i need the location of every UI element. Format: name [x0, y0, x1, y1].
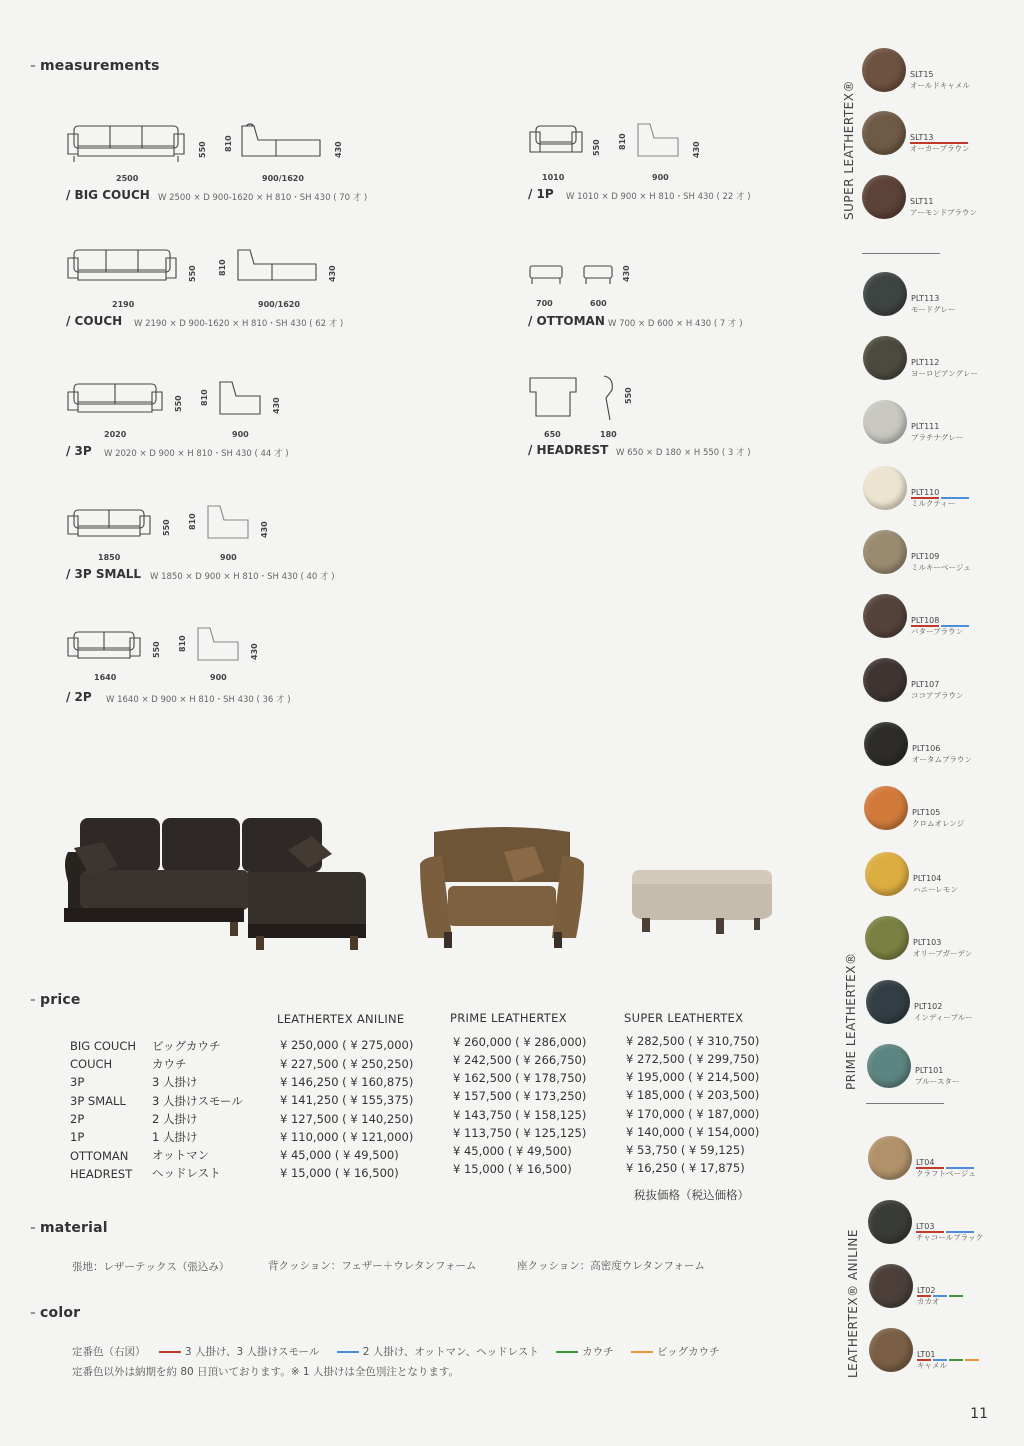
swatch-circle — [863, 400, 907, 444]
swatch-name: モードグレー — [911, 305, 956, 314]
price-row-jp: ビッグカウチ — [152, 1039, 221, 1053]
price-cell: ¥ 140,000 ( ¥ 154,000) — [626, 1125, 760, 1139]
color-note: 定番色以外は納期を約 80 日頂いております。※ 1 人掛けは全色別注となります。 — [72, 1366, 460, 1378]
swatch-circle — [862, 175, 906, 219]
swatch-circle — [863, 272, 907, 316]
color-legend-prefix: 定番色（右図） — [72, 1346, 146, 1358]
swatch-circle — [862, 48, 906, 92]
price-header-prime: PRIME LEATHERTEX — [450, 1011, 567, 1025]
price-row-label: HEADREST — [70, 1167, 133, 1181]
headrest-side-drawing — [598, 374, 618, 422]
swatch-group-aniline-label: LEATHERTEX® ANILINE — [846, 1229, 860, 1378]
2p-name: / 2P — [66, 690, 92, 704]
2p-side-drawing — [196, 626, 242, 666]
swatch-availability-marks — [911, 612, 971, 614]
swatch-circle — [863, 594, 907, 638]
price-cell: ¥ 282,500 ( ¥ 310,750) — [626, 1034, 760, 1048]
swatch-mark — [911, 497, 939, 499]
swatch-mark — [933, 1359, 947, 1361]
3p-small-height: 810 — [188, 513, 197, 530]
2p-depth: 900 — [210, 673, 227, 682]
price-row-label: OTTOMAN — [70, 1149, 129, 1163]
3p-name: / 3P — [66, 444, 92, 458]
section-heading-measurements: - measurements — [30, 58, 160, 74]
material-seat-cushion: 座クッション：高密度ウレタンフォーム — [517, 1260, 705, 1272]
section-heading-price: - price — [30, 992, 81, 1008]
3p-small-side-drawing — [206, 504, 252, 544]
swatch-mark — [946, 1167, 974, 1169]
big-couch-depth: 900/1620 — [262, 174, 304, 183]
price-row-jp: カウチ — [152, 1057, 187, 1071]
swatch-circle — [869, 1264, 913, 1308]
swatch-name: カカオ — [917, 1297, 940, 1306]
swatch-name: クロムオレンジ — [912, 819, 965, 828]
swatch-mark — [911, 625, 939, 627]
price-row-label: BIG COUCH — [70, 1039, 137, 1053]
headrest-height: 550 — [624, 387, 633, 404]
headrest-spec: W 650 × D 180 × H 550 ( 3 才 ) — [616, 448, 751, 458]
couch-front-drawing — [66, 244, 178, 289]
1p-name: / 1P — [528, 187, 554, 201]
swatch-code: PLT113 — [911, 294, 940, 303]
price-row-jp: 3 人掛け — [152, 1075, 198, 1089]
price-cell: ¥ 127,500 ( ¥ 140,250) — [280, 1112, 414, 1126]
swatch-circle — [864, 722, 908, 766]
price-header-aniline: LEATHERTEX ANILINE — [277, 1012, 405, 1026]
swatch-code: PLT109 — [911, 552, 940, 561]
2p-arm-height: 550 — [152, 641, 161, 658]
swatch-name: ヨーロピアングレー — [911, 369, 979, 378]
swatch-mark — [917, 1359, 931, 1361]
3p-arm-height: 550 — [174, 395, 183, 412]
swatch-circle — [863, 336, 907, 380]
material-fabric: 張地：レザーテックス（張込み） — [72, 1261, 230, 1273]
3p-small-front-drawing — [66, 506, 152, 544]
couch-height: 810 — [218, 259, 227, 276]
swatch-circle — [867, 1044, 911, 1088]
swatch-mark — [949, 1359, 963, 1361]
swatch-code: SLT13 — [910, 133, 934, 142]
swatch-availability-marks — [916, 1218, 976, 1220]
swatch-code: PLT110 — [911, 488, 940, 497]
ottoman-depth: 600 — [590, 299, 607, 308]
price-cell: ¥ 170,000 ( ¥ 187,000) — [626, 1107, 760, 1121]
swatch-code: PLT102 — [914, 1002, 943, 1011]
couch-seat-height: 430 — [328, 265, 337, 282]
swatch-code: LT02 — [917, 1286, 936, 1295]
swatch-mark — [933, 1295, 947, 1297]
big-couch-spec: W 2500 × D 900-1620 × H 810・SH 430 ( 70 才 ) — [158, 193, 368, 203]
price-row-label: 3P SMALL — [70, 1094, 126, 1108]
swatch-circle — [866, 980, 910, 1024]
price-row-label: COUCH — [70, 1057, 113, 1071]
swatch-circle — [862, 111, 906, 155]
swatch-circle — [868, 1200, 912, 1244]
ottoman-side-drawing — [582, 264, 614, 288]
3p-small-spec: W 1850 × D 900 × H 810・SH 430 ( 40 才 ) — [150, 572, 335, 582]
price-cell: ¥ 15,000 ( ¥ 16,500) — [280, 1166, 399, 1180]
price-cell: ¥ 195,000 ( ¥ 214,500) — [626, 1070, 760, 1084]
swatch-availability-marks — [916, 1154, 976, 1156]
big-couch-front-drawing — [66, 120, 186, 165]
price-cell: ¥ 141,250 ( ¥ 155,375) — [280, 1093, 414, 1107]
swatch-name: クラフトベージュ — [916, 1169, 976, 1178]
2p-seat-height: 430 — [250, 643, 259, 660]
swatch-name: ココアブラウン — [911, 691, 964, 700]
swatch-code: SLT11 — [910, 197, 934, 206]
1p-front-drawing — [528, 122, 584, 162]
swatch-availability-marks — [917, 1346, 981, 1348]
swatch-code: PLT106 — [912, 744, 941, 753]
legend-label: カウチ — [582, 1346, 614, 1358]
section-heading-color: - color — [30, 1305, 81, 1321]
1p-height: 810 — [618, 133, 627, 150]
material-back-cushion: 背クッション：フェザー＋ウレタンフォーム — [268, 1260, 477, 1272]
section-heading-material: - material — [30, 1220, 108, 1236]
price-header-super: SUPER LEATHERTEX — [624, 1011, 744, 1025]
swatch-code: PLT107 — [911, 680, 940, 689]
price-cell: ¥ 250,000 ( ¥ 275,000) — [280, 1038, 414, 1052]
swatch-name: オーカーブラウン — [910, 144, 970, 153]
1p-seat-height: 430 — [692, 141, 701, 158]
swatch-mark — [917, 1295, 931, 1297]
price-row-label: 3P — [70, 1075, 85, 1089]
legend-line-red — [159, 1351, 181, 1353]
headrest-width: 650 — [544, 430, 561, 439]
swatch-mark — [941, 625, 969, 627]
swatch-circle — [869, 1328, 913, 1372]
price-cell: ¥ 53,750 ( ¥ 59,125) — [626, 1143, 745, 1157]
swatch-name: キャメル — [917, 1361, 947, 1370]
3p-side-drawing — [218, 380, 264, 420]
swatch-separator — [862, 253, 940, 254]
swatch-mark — [910, 142, 968, 144]
headrest-front-drawing — [528, 376, 578, 420]
legend-label: ビッグカウチ — [657, 1346, 720, 1358]
price-cell: ¥ 227,500 ( ¥ 250,250) — [280, 1057, 414, 1071]
swatch-name: オールドキャメル — [910, 81, 970, 90]
swatch-code: LT04 — [916, 1158, 935, 1167]
swatch-code: PLT104 — [913, 874, 942, 883]
swatch-mark — [916, 1231, 944, 1233]
swatch-group-super-label: SUPER LEATHERTEX® — [842, 80, 856, 220]
price-cell: ¥ 185,000 ( ¥ 203,500) — [626, 1088, 760, 1102]
couch-width: 2190 — [112, 300, 135, 309]
price-cell: ¥ 162,500 ( ¥ 178,750) — [453, 1071, 587, 1085]
3p-small-width: 1850 — [98, 553, 121, 562]
swatch-availability-marks — [911, 484, 971, 486]
price-cell: ¥ 110,000 ( ¥ 121,000) — [280, 1130, 414, 1144]
price-row-jp: ヘッドレスト — [152, 1166, 221, 1180]
headrest-name: / HEADREST — [528, 443, 609, 457]
price-row-label: 2P — [70, 1112, 85, 1126]
swatch-code: PLT105 — [912, 808, 941, 817]
swatch-code: PLT103 — [913, 938, 942, 947]
price-row-label: 1P — [70, 1130, 85, 1144]
couch-name: / COUCH — [66, 314, 123, 328]
big-couch-width: 2500 — [116, 174, 139, 183]
price-cell: ¥ 45,000 ( ¥ 49,500) — [280, 1148, 399, 1162]
legend-line-blue — [337, 1351, 359, 1353]
2p-width: 1640 — [94, 673, 117, 682]
swatch-name: オータムブラウン — [912, 755, 972, 764]
price-tax-note: 税抜価格（税込価格） — [634, 1188, 749, 1202]
ottoman-height: 430 — [622, 265, 631, 282]
1p-width: 1010 — [542, 173, 565, 182]
price-cell: ¥ 242,500 ( ¥ 266,750) — [453, 1053, 587, 1067]
swatch-code: PLT111 — [911, 422, 940, 431]
swatch-mark — [949, 1295, 963, 1297]
price-row-jp: 2 人掛け — [152, 1112, 198, 1126]
price-cell: ¥ 45,000 ( ¥ 49,500) — [453, 1144, 572, 1158]
armchair-photo — [418, 824, 586, 952]
3p-width: 2020 — [104, 430, 127, 439]
price-row-jp: オットマン — [152, 1148, 210, 1162]
swatch-code: LT03 — [916, 1222, 935, 1231]
legend-line-green — [556, 1351, 578, 1353]
swatch-name: プラチナグレー — [911, 433, 964, 442]
big-couch-seat-height: 430 — [334, 141, 343, 158]
ottoman-width: 700 — [536, 299, 553, 308]
swatch-circle — [863, 466, 907, 510]
price-cell: ¥ 260,000 ( ¥ 286,000) — [453, 1035, 587, 1049]
swatch-circle — [864, 786, 908, 830]
price-cell: ¥ 157,500 ( ¥ 173,250) — [453, 1089, 587, 1103]
legend-line-orange — [631, 1351, 653, 1353]
big-couch-side-drawing — [240, 122, 324, 162]
2p-height: 810 — [178, 635, 187, 652]
swatch-circle — [865, 852, 909, 896]
swatch-name: インディーブルー — [914, 1013, 973, 1022]
3p-small-depth: 900 — [220, 553, 237, 562]
3p-seat-height: 430 — [272, 397, 281, 414]
swatch-name: バターブラウン — [911, 627, 964, 636]
swatch-name: ハニーレモン — [913, 885, 958, 894]
swatch-mark — [946, 1231, 974, 1233]
3p-small-arm-height: 550 — [162, 519, 171, 536]
ottoman-name: / OTTOMAN — [528, 314, 605, 328]
price-cell: ¥ 15,000 ( ¥ 16,500) — [453, 1162, 572, 1176]
swatch-code: PLT112 — [911, 358, 940, 367]
swatch-mark — [941, 497, 969, 499]
3p-small-seat-height: 430 — [260, 521, 269, 538]
couch-arm-height: 550 — [188, 265, 197, 282]
price-row-jp: 3 人掛けスモール — [152, 1094, 243, 1108]
2p-spec: W 1640 × D 900 × H 810・SH 430 ( 36 才 ) — [106, 695, 291, 705]
big-couch-name: / BIG COUCH — [66, 188, 150, 202]
price-cell: ¥ 113,750 ( ¥ 125,125) — [453, 1126, 587, 1140]
couch-spec: W 2190 × D 900-1620 × H 810・SH 430 ( 62 才 ) — [134, 319, 344, 329]
legend-label: 3 人掛け、3 人掛けスモール — [184, 1346, 320, 1358]
swatch-availability-marks — [917, 1282, 965, 1284]
page-number: 11 — [970, 1406, 988, 1422]
headrest-depth: 180 — [600, 430, 617, 439]
swatch-code: LT01 — [917, 1350, 936, 1359]
3p-spec: W 2020 × D 900 × H 810・SH 430 ( 44 才 ) — [104, 449, 289, 459]
swatch-circle — [863, 658, 907, 702]
swatch-availability-marks — [910, 129, 970, 131]
big-couch-arm-height: 550 — [198, 141, 207, 158]
legend-label: 2 人掛け、オットマン、ヘッドレスト — [362, 1346, 539, 1358]
3p-depth: 900 — [232, 430, 249, 439]
price-cell: ¥ 146,250 ( ¥ 160,875) — [280, 1075, 414, 1089]
swatch-mark — [965, 1359, 979, 1361]
ottoman-front-drawing — [528, 264, 564, 288]
3p-small-name: / 3P SMALL — [66, 567, 142, 581]
swatch-mark — [916, 1167, 944, 1169]
swatch-circle — [863, 530, 907, 574]
1p-depth: 900 — [652, 173, 669, 182]
color-legend — [72, 1344, 720, 1359]
swatch-name: アーモンドブラウン — [910, 208, 978, 217]
couch-depth: 900/1620 — [258, 300, 300, 309]
swatch-code: SLT15 — [910, 70, 934, 79]
price-cell: ¥ 272,500 ( ¥ 299,750) — [626, 1052, 760, 1066]
1p-side-drawing — [636, 122, 682, 162]
swatch-code: PLT108 — [911, 616, 940, 625]
swatch-circle — [865, 916, 909, 960]
3p-front-drawing — [66, 380, 164, 420]
swatch-name: ミルキーベージュ — [911, 563, 971, 572]
big-couch-height: 810 — [224, 135, 233, 152]
couch-side-drawing — [236, 246, 320, 286]
swatch-name: オリーブガーデン — [913, 949, 973, 958]
couch-photo — [60, 812, 370, 954]
1p-arm-height: 550 — [592, 139, 601, 156]
ottoman-photo — [630, 864, 772, 938]
swatch-circle — [868, 1136, 912, 1180]
3p-height: 810 — [200, 389, 209, 406]
price-cell: ¥ 143,750 ( ¥ 158,125) — [453, 1108, 587, 1122]
price-row-jp: 1 人掛け — [152, 1130, 198, 1144]
swatch-code: PLT101 — [915, 1066, 944, 1075]
swatch-name: チャコールブラック — [916, 1233, 983, 1242]
swatch-name: ブルースター — [915, 1077, 960, 1086]
price-cell: ¥ 16,250 ( ¥ 17,875) — [626, 1161, 745, 1175]
ottoman-spec: W 700 × D 600 × H 430 ( 7 才 ) — [608, 319, 743, 329]
1p-spec: W 1010 × D 900 × H 810・SH 430 ( 22 才 ) — [566, 192, 751, 202]
swatch-name: ミルクティー — [911, 499, 956, 508]
swatch-group-prime-label: PRIME LEATHERTEX® — [844, 952, 858, 1090]
2p-front-drawing — [66, 628, 142, 666]
swatch-separator — [866, 1103, 944, 1104]
